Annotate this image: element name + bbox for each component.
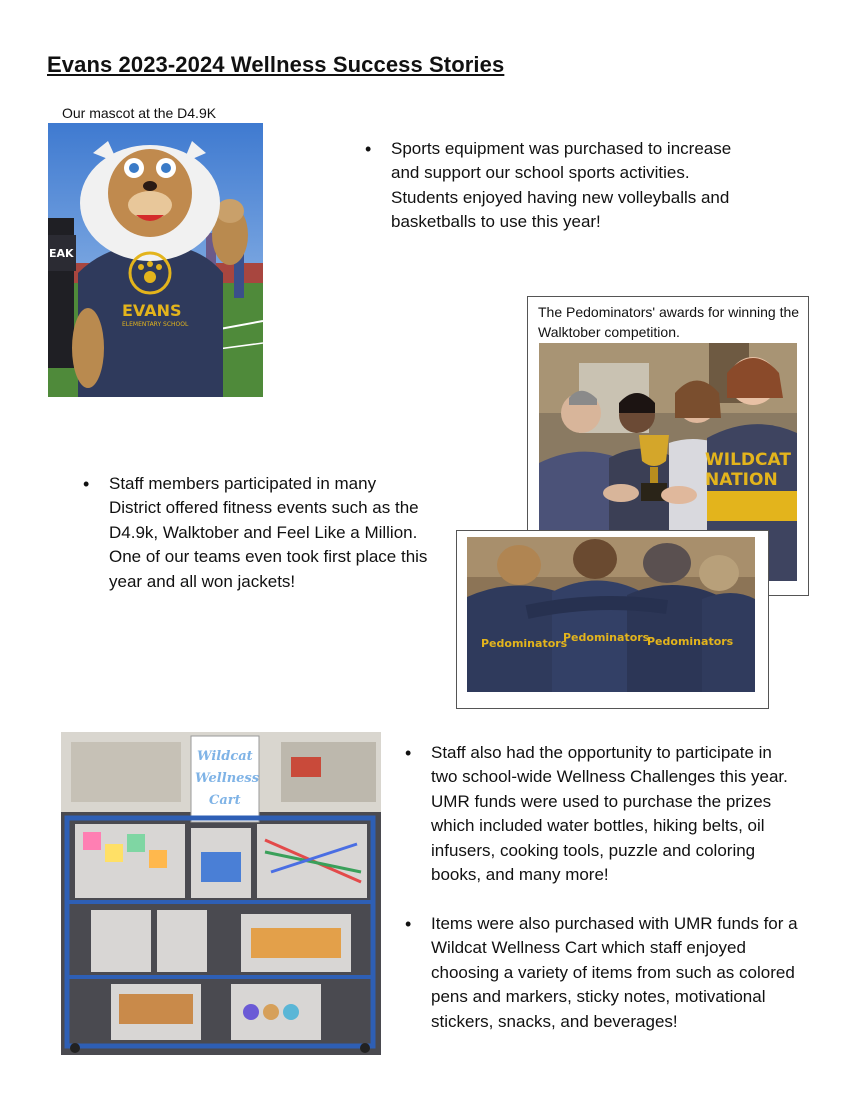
jacket-logo-text: Pedominators xyxy=(563,631,650,644)
jacket-logo-text: Pedominators xyxy=(647,635,734,648)
bullet-text: Staff members participated in many District offered fitness events such as the D4.9k, Walktober and Feel Like a Million. One of our teams even took first place this year and all won jackets! xyxy=(109,474,428,591)
wellness-cart-photo xyxy=(61,732,381,1055)
mascot-shirt-subtext: ELEMENTARY SCHOOL xyxy=(122,321,189,328)
bullet-text: Staff also had the opportunity to participate in two school-wide Wellness Challenges this year. UMR funds were used to purchase the prizes which included water bottles, hiking belts, oil infusers, cooking tools, puzzle and coloring books, and many more! xyxy=(431,743,788,885)
jacket-logo-text: Pedominators xyxy=(481,637,568,650)
mascot-photo-caption: Our mascot at the D4.9K xyxy=(62,105,217,121)
bullet-dot: • xyxy=(405,914,412,934)
bullet-text: Items were also purchased with UMR funds for a Wildcat Wellness Cart which staff enjoyed choosing a variety of items from such as colored pens and markers, sticky notes, motivational stickers, snacks, and beverages! xyxy=(431,914,798,1031)
bullet-dot: • xyxy=(365,139,372,159)
bullet-dot: • xyxy=(405,743,412,763)
bullet-fitness-events xyxy=(83,472,428,594)
banner-text: EAK xyxy=(49,247,74,260)
page-title: Evans 2023-2024 Wellness Success Stories xyxy=(47,52,505,77)
cart-sign-line3: Cart xyxy=(209,793,241,808)
jackets-photo xyxy=(467,537,755,692)
awards-caption: The Pedominators' awards for winning the Walktober competition. xyxy=(538,304,800,340)
bullet-wellness-cart xyxy=(405,912,800,1034)
bullet-wellness-challenges xyxy=(405,741,800,887)
cart-sign-line1: Wildcat xyxy=(197,749,253,764)
mascot-shirt-text: EVANS xyxy=(122,301,182,320)
mascot-photo xyxy=(48,123,263,397)
bullet-dot: • xyxy=(83,474,90,494)
team-shirt-text-2: NATION xyxy=(705,470,778,490)
cart-sign-line2: Wellness xyxy=(195,771,260,786)
bullet-text: Sports equipment was purchased to increase and support our school sports activities. Students enjoyed having new volleyballs and basketballs to use this year! xyxy=(391,139,732,232)
team-shirt-text: WILDCAT xyxy=(705,450,791,470)
bullet-sports-equipment xyxy=(365,137,745,235)
